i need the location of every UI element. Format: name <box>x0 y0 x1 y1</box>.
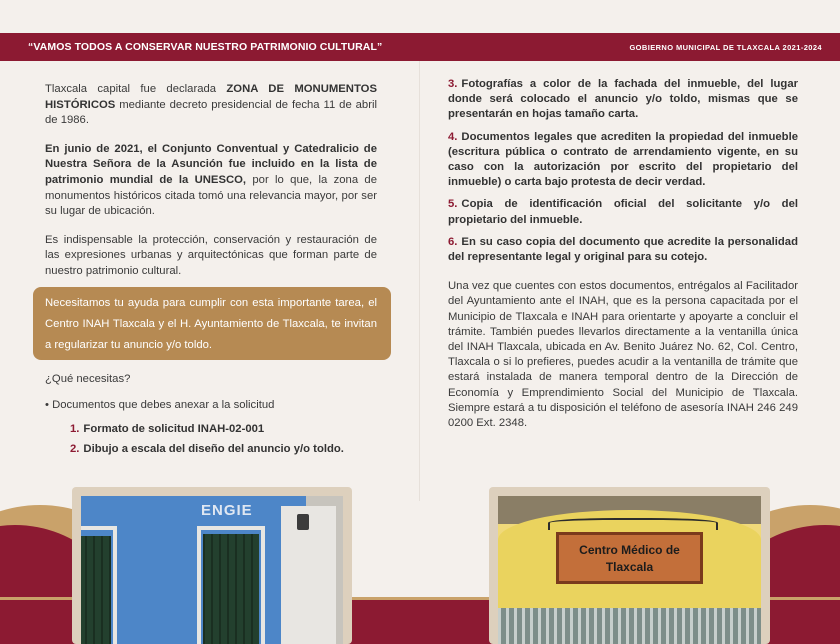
awning <box>498 608 761 644</box>
list-item: 6. En su caso copia del documento que acredite la personalidad del representante legal y original para su cotejo. <box>448 235 798 264</box>
documents-bullet: • Documentos que debes anexar a la solicitud <box>45 399 275 411</box>
paragraph-unesco: En junio de 2021, el Conjunto Conventual y Catedralicio de Nuestra Señora de la Asunción fue incluido en la lista de patrimonio mundial de la UNESCO, por lo que, la zona de monumentos históricos citada tomó una relevancia mayor, por ser su lugar de ubicación. <box>45 142 377 218</box>
photo-building-facade <box>72 487 352 644</box>
list-item: 1. Formato de solicitud INAH-02-001 <box>70 423 265 435</box>
closing-paragraph: Una vez que cuentes con estos documentos, entrégalos al Facilitador del Ayuntamiento ante el INAH, que es la persona capacitada por el Municipio de Tlaxcala e INAH para orientarte y apoyarte a concluir el trámite. También puedes llevarlos directamente a la ventanilla única del INAH Tlaxcala, ubicada en Av. Benito Juárez No. 62, Col. Centro, Tlaxcala o si lo prefieres, puedes acudir a la ventanilla de trámite que estará instalada de manera temporal dentro de la Dirección de Economía y Emprendimiento Social del Municipio de Tlaxcala. Siempre estará a tu disposición el teléfono de asesoría INAH 246 249 0200 Ext. 2348. <box>448 280 798 430</box>
list-item: 2. Dibujo a escala del diseño del anuncio y/o toldo. <box>70 443 344 455</box>
header-banner <box>0 33 840 61</box>
government-label: GOBIERNO MUNICIPAL DE TLAXCALA 2021-2024 <box>629 42 822 52</box>
paragraph-declaration: Tlaxcala capital fue declarada ZONA DE MONUMENTOS HISTÓRICOS mediante decreto presidencial de fecha 11 de abril de 1986. <box>45 83 377 127</box>
question-heading: ¿Qué necesitas? <box>45 373 131 385</box>
slogan: “VAMOS TODOS A CONSERVAR NUESTRO PATRIMONIO CULTURAL” <box>28 41 383 53</box>
medical-center-sign: Centro Médico de Tlaxcala <box>556 532 703 584</box>
paragraph-protection: Es indispensable la protección, conservación y restauración de las expresiones urbanas y arquitectónicas que forman parte de nuestro patrimonio cultural. <box>45 233 377 277</box>
list-item: 3. Fotografías a color de la fachada del inmueble, del lugar donde será colocado el anuncio y/o toldo, mismas que se presentarán en hojas tamaño carta. <box>448 78 798 121</box>
lamp <box>297 514 309 530</box>
building-sign: ENGIE <box>201 502 253 519</box>
list-item: 4. Documentos legales que acrediten la propiedad del inmueble (escritura pública o contrato de arrendamiento vigente, en su caso con la autorización por escrito del propietario del inmueble) o carta bajo protesta de decir verdad. <box>448 130 798 189</box>
photo-medical-center-sign <box>489 487 770 644</box>
callout-box: Necesitamos tu ayuda para cumplir con esta importante tarea, el Centro INAH Tlaxcala y el H. Ayuntamiento de Tlaxcala, te invitan a regularizar tu anuncio y/o toldo. <box>33 287 391 360</box>
list-item: 5. Copia de identificación oficial del solicitante y/o del propietario del inmueble. <box>448 198 798 226</box>
requirements-list-left <box>70 419 344 459</box>
column-divider <box>419 61 420 501</box>
ironwork <box>548 518 718 530</box>
window <box>203 534 259 644</box>
right-column <box>448 77 798 431</box>
window <box>81 536 111 644</box>
left-column <box>45 82 377 293</box>
